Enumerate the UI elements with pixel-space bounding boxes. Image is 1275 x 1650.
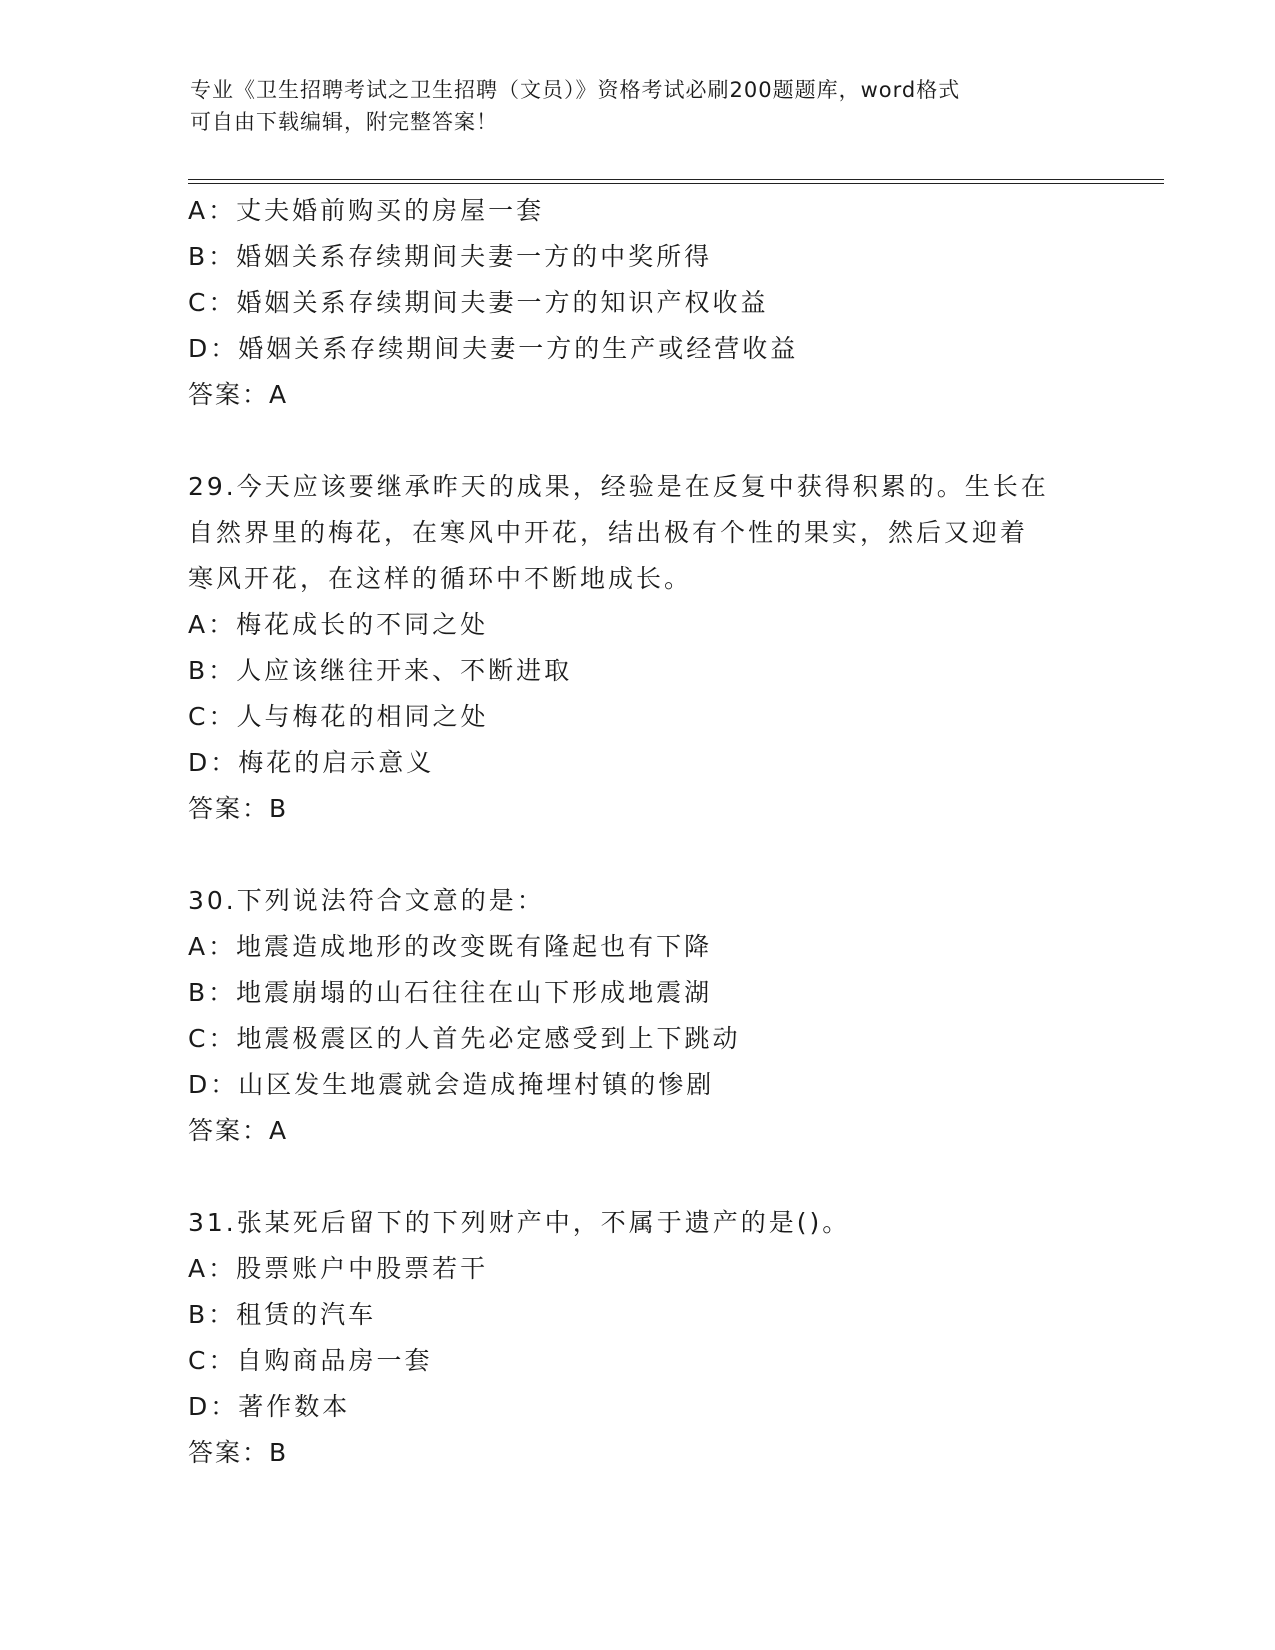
header-rule-top [188, 179, 1164, 180]
header-line-2: 可自由下载编辑，附完整答案！ [190, 110, 498, 134]
header-line-1: 专业《卫生招聘考试之卫生招聘（文员）》资格考试必刷200题题库，word格式 [190, 78, 961, 102]
answer: 答案：B [188, 1438, 289, 1467]
document-header [190, 74, 1090, 138]
question-stem-line: 30.下列说法符合文意的是： [188, 886, 545, 915]
spacer [188, 1154, 1088, 1200]
option-c: C：人与梅花的相同之处 [188, 702, 489, 731]
answer: 答案：A [188, 1116, 289, 1145]
question-30 [188, 878, 1088, 1154]
option-c: C：婚姻关系存续期间夫妻一方的知识产权收益 [188, 288, 769, 317]
option-a: A：梅花成长的不同之处 [188, 610, 489, 639]
answer: 答案：A [188, 380, 289, 409]
option-b: B：租赁的汽车 [188, 1300, 377, 1329]
option-a: A：股票账户中股票若干 [188, 1254, 489, 1283]
answer: 答案：B [188, 794, 289, 823]
question-28 [188, 188, 1088, 418]
option-d: D：山区发生地震就会造成掩埋村镇的惨剧 [188, 1070, 715, 1099]
spacer [188, 832, 1088, 878]
question-31 [188, 1200, 1088, 1476]
question-list [188, 188, 1088, 1476]
question-stem-line: 29.今天应该要继承昨天的成果，经验是在反复中获得积累的。生长在 [188, 472, 1049, 501]
option-d: D：梅花的启示意义 [188, 748, 435, 777]
option-b: B：婚姻关系存续期间夫妻一方的中奖所得 [188, 242, 713, 271]
header-rule-bottom [188, 183, 1164, 184]
option-b: B：人应该继往开来、不断进取 [188, 656, 573, 685]
option-c: C：地震极震区的人首先必定感受到上下跳动 [188, 1024, 741, 1053]
spacer [188, 418, 1088, 464]
question-stem-line: 寒风开花，在这样的循环中不断地成长。 [188, 564, 693, 593]
question-stem-line: 自然界里的梅花，在寒风中开花，结出极有个性的果实，然后又迎着 [188, 518, 1029, 547]
option-a: A：地震造成地形的改变既有隆起也有下降 [188, 932, 713, 961]
question-29 [188, 464, 1088, 832]
option-c: C：自购商品房一套 [188, 1346, 433, 1375]
option-d: D：婚姻关系存续期间夫妻一方的生产或经营收益 [188, 334, 799, 363]
option-b: B：地震崩塌的山石往往在山下形成地震湖 [188, 978, 713, 1007]
question-stem-line: 31.张某死后留下的下列财产中，不属于遗产的是()。 [188, 1208, 851, 1237]
option-d: D：著作数本 [188, 1392, 351, 1421]
option-a: A：丈夫婚前购买的房屋一套 [188, 196, 545, 225]
